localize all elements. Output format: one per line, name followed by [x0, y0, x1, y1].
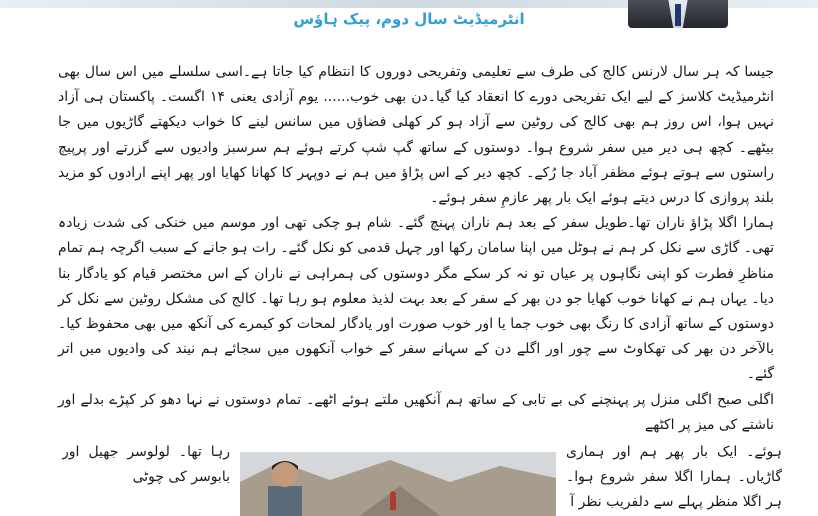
- article-column-left-side: رہا تھا۔ لولوسر جھیل اور بابوسر کی چوٹی: [62, 444, 230, 486]
- trip-photo: [240, 452, 556, 516]
- photo-marker-top: [390, 491, 396, 497]
- photo-marker-post: [390, 496, 396, 510]
- article-body: [58, 60, 774, 438]
- article-column-right-side: ہوئے۔ ایک بار پھر ہم اور ہماری گاڑیاں۔ ہمارا اگلا سفر شروع ہوا۔ ہر اگلا منظر پہلے سے دلفریب نظر آ: [566, 444, 782, 511]
- article-paragraph: اگلی صبح اگلی منزل پر پہنچنے کی بے تابی کے ساتھ ہم آنکھیں ملتے ہوئے اٹھے۔ تمام دوستوں نے نہا دھو کر کپڑے بدلے اور ناشتے کی میز پر اکٹھے: [58, 391, 774, 433]
- article-title: انٹرمیڈیٹ سال دوم، پیک ہاؤس: [293, 10, 525, 28]
- article-paragraph: ہمارا اگلا پڑاؤ ناران تھا۔طویل سفر کے بعد ہم ناران پہنچ گئے۔ شام ہو چکی تھی اور موسم میں خنکی کی شدت زیادہ تھی۔ گاڑی سے نکل کر ہم نے ہوٹل میں اپنا سامان رکھا اور چہل قدمی کو نکل گئے۔ رات ہو جانے کے سبب اگرچہ ہم تمام مناظرِ فطرت کو اپنی نگاہوں پر عیاں تو نہ کر سکے مگر دوستوں کی ہمراہی نے ناران کے اس مختصر قیام کو یادگار بنا دیا۔ یہاں ہم نے کھانا خوب کھایا جو دن بھر کے سفر کے بعد بہت لذیذ معلوم ہو رہا تھا۔ کالج کی مشکل روٹین سے نکل کر دوستوں کے ساتھ آزادی کا رنگ بھی خوب جما یا اور خوب صورت اور یادگار لمحات کو کیمرے کی آنکھ میں بھی محفوظ کیا۔ بالآخر دن بھر کی تھکاوٹ سے چور اور اگلے دن کے سہانے سفر کے خواب آنکھوں میں سجائے ہم نیند کی وادیوں میں اتر گئے۔: [58, 215, 774, 383]
- article-paragraph: جیسا کہ ہر سال لارنس کالج کی طرف سے تعلیمی وتفریحی دوروں کا انتظام کیا جاتا ہے۔اسی سلسلے میں اس سال بھی انٹرمیڈیٹ کلاسز کے لیے ایک تفریحی دورے کا انعقاد کیا گیا۔دن بھی خوب...... یوم آزادی یعنی ۱۴ اگست۔ پاکستان ہی آزاد نہیں ہوا، اس روز ہم بھی کالج کی روٹین سے آزاد ہو کر کھلی فضاؤں میں سانس لینے کا خواب دیکھتے گاڑیوں میں جا بیٹھے۔ کچھ ہی دیر میں سفر شروع ہوا۔ دوستوں کے ساتھ گپ شپ کرتے ہوئے ہم سرسبز وادیوں سے گزرتے اور پرپیچ راستوں سے ہوتے ہوئے مظفر آباد جا رُکے۔ کچھ دیر کے اس پڑاؤ میں ہم نے دوپہر کا کھانا کھایا اور پھر اپنے ارادوں کو مزید بلند پروازی کا درس دیتے ہوئے ایک بار پھر عازمِ سفر ہوئے۔: [58, 64, 775, 207]
- trip-photo-illustration: [240, 452, 556, 516]
- photo-person-shirt: [268, 486, 302, 516]
